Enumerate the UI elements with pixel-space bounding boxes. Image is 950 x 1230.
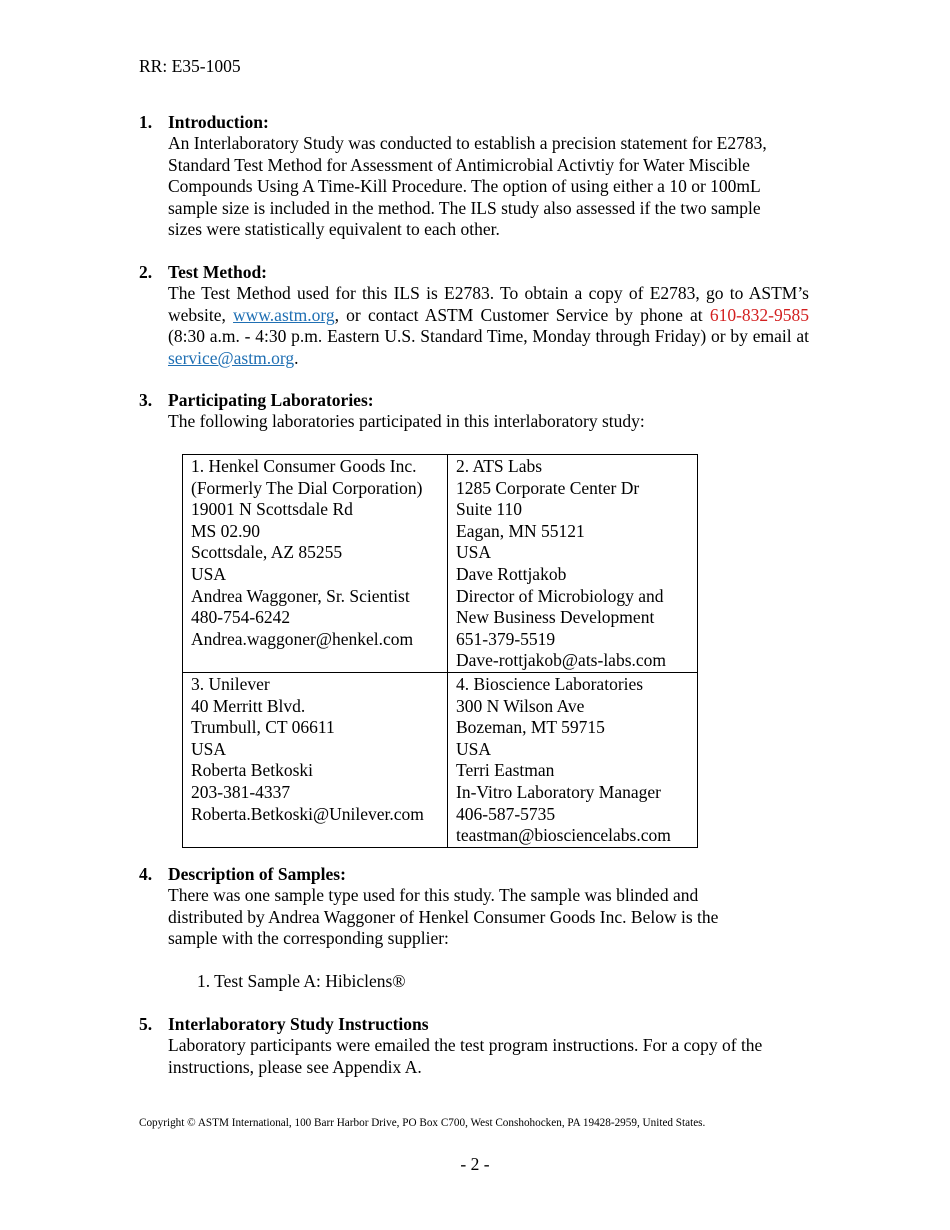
body-line: Compounds Using A Time-Kill Procedure. The option of using either a 10 or 100mL — [168, 176, 761, 197]
lab-line: Trumbull, CT 06611 — [191, 717, 335, 738]
lab-line: 4. Bioscience Laboratories — [456, 673, 644, 694]
body-text: , or contact ASTM Customer Service by phone at — [334, 304, 710, 325]
lab-cell-1 — [183, 455, 448, 673]
copyright-footer: Copyright © ASTM International, 100 Barr Harbor Drive, PO Box C700, West Conshohocken, PA 19428-2959, United States. — [139, 1117, 706, 1129]
section-1-number: 1. — [139, 112, 153, 132]
body-line: Laboratory participants were emailed the test program instructions. For a copy of the — [168, 1035, 763, 1055]
lab-line: Suite 110 — [456, 499, 522, 520]
lab-line: 300 N Wilson Ave — [456, 695, 585, 716]
lab-line: Roberta Betkoski — [191, 760, 313, 781]
body-line: sizes were statistically equivalent to each other. — [168, 219, 500, 240]
body-line: distributed by Andrea Waggoner of Henkel Consumer Goods Inc. Below is the — [168, 906, 719, 927]
lab-line: 1285 Corporate Center Dr — [456, 477, 640, 498]
lab-line: 1. Henkel Consumer Goods Inc. — [191, 456, 417, 476]
lab-line: Terri Eastman — [456, 760, 555, 781]
body-text: The Test Method used for this ILS is E2783. To obtain a copy of E2783, go to ASTM’s website, — [168, 283, 809, 325]
lab-line: 2. ATS Labs — [456, 456, 543, 476]
section-2-number: 2. — [139, 262, 153, 282]
document-header: RR: E35-1005 — [139, 56, 241, 76]
sample-list-item: 1. Test Sample A: Hibiclens® — [197, 971, 406, 991]
section-3-intro: The following laboratories participated in this interlaboratory study: — [168, 411, 645, 431]
lab-line: New Business Development — [456, 607, 655, 628]
lab-cell-4 — [448, 672, 698, 847]
body-line: There was one sample type used for this study. The sample was blinded and — [168, 885, 699, 905]
lab-line: teastman@biosciencelabs.com — [456, 825, 671, 846]
lab-line: USA — [456, 738, 492, 759]
section-4-body — [168, 885, 809, 950]
laboratories-table — [182, 454, 698, 848]
lab-line: Andrea Waggoner, Sr. Scientist — [191, 585, 410, 606]
lab-line: Scottsdale, AZ 85255 — [191, 542, 343, 563]
lab-line: Bozeman, MT 59715 — [456, 717, 605, 738]
table-row — [183, 455, 698, 673]
section-5-title: Interlaboratory Study Instructions — [168, 1014, 429, 1034]
astm-website-link[interactable]: www.astm.org — [233, 304, 335, 325]
lab-line: 480-754-6242 — [191, 607, 291, 628]
section-2-body — [168, 283, 809, 369]
body-line: An Interlaboratory Study was conducted to establish a precision statement for E2783, — [168, 133, 767, 153]
lab-line: Director of Microbiology and — [456, 585, 664, 606]
section-3-number: 3. — [139, 390, 153, 410]
lab-line: MS 02.90 — [191, 520, 261, 541]
lab-line: Dave Rottjakob — [456, 563, 567, 584]
lab-line: Roberta.Betkoski@Unilever.com — [191, 803, 424, 824]
section-5-body — [168, 1035, 809, 1078]
lab-line: USA — [191, 738, 227, 759]
lab-line: Andrea.waggoner@henkel.com — [191, 628, 414, 649]
body-line: Standard Test Method for Assessment of Antimicrobial Activtiy for Water Miscible — [168, 154, 750, 175]
lab-line: 40 Merritt Blvd. — [191, 695, 306, 716]
body-line: sample size is included in the method. The ILS study also assessed if the two sample — [168, 197, 761, 218]
body-line: sample with the corresponding supplier: — [168, 928, 449, 949]
section-2-title: Test Method: — [168, 262, 268, 282]
lab-line: 19001 N Scottsdale Rd — [191, 499, 353, 520]
lab-line: USA — [456, 542, 492, 563]
body-text: (8:30 a.m. - 4:30 p.m. Eastern U.S. Standard Time, Monday through Friday) or by email at — [168, 326, 809, 347]
lab-line: 651-379-5519 — [456, 628, 556, 649]
lab-line: 406-587-5735 — [456, 803, 556, 824]
section-4-number: 4. — [139, 864, 153, 884]
email-link[interactable]: service@astm.org — [168, 347, 295, 368]
lab-line: Dave-rottjakob@ats-labs.com — [456, 650, 667, 671]
lab-line: USA — [191, 563, 227, 584]
section-1-body — [168, 133, 809, 241]
lab-line: (Formerly The Dial Corporation) — [191, 477, 423, 498]
page-number: - 2 - — [460, 1154, 490, 1174]
table-row — [183, 672, 698, 847]
section-3-title: Participating Laboratories: — [168, 390, 374, 410]
section-5-number: 5. — [139, 1014, 153, 1034]
lab-cell-2 — [448, 455, 698, 673]
body-line: instructions, please see Appendix A. — [168, 1056, 422, 1077]
lab-line: 3. Unilever — [191, 673, 270, 694]
body-text: . — [294, 347, 299, 368]
lab-cell-3 — [183, 672, 448, 847]
section-4-title: Description of Samples: — [168, 864, 346, 884]
section-1-title: Introduction: — [168, 112, 269, 132]
phone-number: 610-832-9585 — [709, 304, 809, 325]
lab-line: 203-381-4337 — [191, 781, 291, 802]
lab-line: Eagan, MN 55121 — [456, 520, 585, 541]
lab-line: In-Vitro Laboratory Manager — [456, 781, 661, 802]
